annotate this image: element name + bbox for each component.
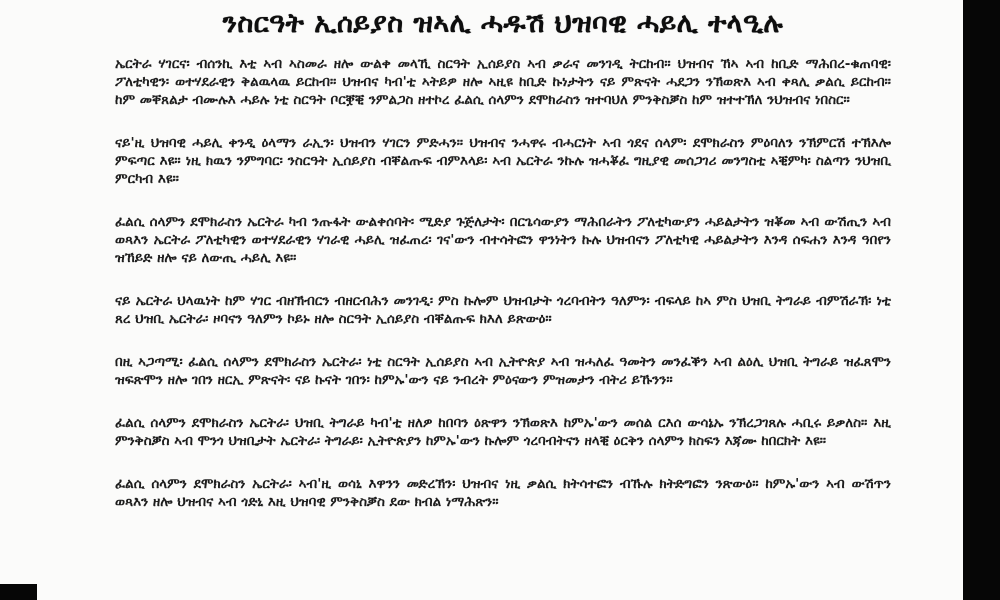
paragraph-2: ናይ'ዚ ህዝባዊ ሓይሊ ቀንዲ ዕላማን ራኢን፡ ህዝብን ሃገርን ምድሓን። ህዝብና ንሓዋሩ ብሓርነት ኣብ ጎደና ሰላም፡ ደሞክራስን ምዕባለን ንኽምርሽ ተኽእሎ ምፍጣር እዩ። ነዚ ክዉን ንምግባር፡ ንስርዓት ኢሰይያስ ብቐልጡፍ ብምእላይ፡ ኣብ ኤርትራ ንኩሉ ዝሓቖፈ ግዚያዊ መሰጋገሪ መንግስቲ ኣቒምካ፡ ስልጣን ንህዝቢ ምርካብ እዩ። (115, 135, 891, 187)
letterbox-bar-right (963, 0, 1000, 600)
document-body (115, 55, 891, 511)
paragraph-3: ፈልሲ ሰላምን ደሞክራስን ኤርትራ ካብ ንጡፋት ውልቀሰባት፡ ሚድያ ጉጅለታት፡ በርጌሳውያን ማሕበራትን ፖለቲካውያን ሓይልታትን ዝቖመ ኣብ ውሽጢን ኣብ ወጻእን ኤርትራ ፖለቲካዊን ወተሃደራዊን ሃገራዊ ሓይሊ ዝፈጠረ፡ ገና'ውን ብተሳትፎን ዋንነትን ኩሉ ህዝብናን ፖለቲካዊ ሓይልታትን እንዳ ሰፍሐን እንዳ ዓበየን ዝኸይድ ዘሎ ናይ ለውጢ ሓይሊ እዩ። (115, 214, 891, 266)
paragraph-7-clipped: ፈልሲ ሰላምን ደሞክራስን ኤርትራ፡ ኣብ'ዚ ወሳኒ እዋንን መድረኽን፡ ህዝብና ነዚ ቃልሲ ክትሳተፎን ብኹሉ ክትድግፎን ንጽውዕ። ከምኡ'ውን ኣብ ውሽጥን ወጻእን ዘሎ ህዝብና ኣብ ጎድኒ እዚ ህዝባዊ ምንቅስቓስ ደው ክብል ነማሕጽን። (115, 476, 891, 510)
paragraph-4: ናይ ኤርትራ ህላዉነት ከም ሃገር ብዘኽብርን ብዘርብሕን መንገዲ፡ ምስ ኩሎም ህዝብታት ጎረባብትን ዓለምን፡ ብፍላይ ከኣ ምስ ህዝቢ ትግራይ ብምሽራኽ፡ ነቲ ጸረ ህዝቢ ኤርትራ፡ ዞባናን ዓለምን ኮይኑ ዘሎ ስርዓት ኢሰይያስ ብቐልጡፍ ክእለ ይጽውዕ። (115, 293, 891, 327)
paragraph-6: ፈልሲ ሰላምን ደሞክራስን ኤርትራ፡ ህዝቢ ትግራይ ካብ'ቲ ዘለዎ ከበባን ዕጽዋን ንኽወጽእ ከምኡ'ውን መሰል ርእሰ ውሳኔኡ ንኽረጋገጸሉ ሓቢሩ ይቃለስ። እዚ ምንቅስቓስ ኣብ ሞንጎ ህዝቢታት ኤርትራ፡ ትግራይ፡ ኢትዮጵያን ከምኡ'ውን ኩሎም ጎረባብትናን ዘላቒ ዕርቅን ሰላምን ክስፍን እጃሙ ከበርክት እዩ። (115, 415, 891, 449)
paragraph-1: ኤርትራ ሃገርና፡ ብሰንኪ እቲ ኣብ ኣስመራ ዘሎ ውልቀ መላኺ ስርዓት ኢሰይያስ ኣብ ቃራና መንገዲ ትርከብ። ህዝብና ኸኣ ኣብ ከቢድ ማሕበረ-ቁጠባዊ፡ ፖለቲካዊን፡ ወተሃደራዊን ቅልዉላዉ ይርከብ። ህዝብና ካብ'ቲ ኣትይዎ ዘሎ ኣዚዩ ከቢድ ኩነታትን ናይ ምጽናት ሓደጋን ንኽወጽእ ኣብ ቀጻሊ ቃልሲ ይርከብ። ከም መቐጸልታ ብሙሉእ ሓይሉ ነቲ ስርዓት ቦርቛቒ ንምልጋስ ዘተኮረ ፈልሲ ሰላምን ደሞክራስን ዝተባህለ ምንቅስቓስ ከም ዝተተኽለ ንህዝብና ነበስር። (115, 56, 891, 108)
letterbox-corner-bottom-left (0, 584, 37, 600)
document-title: ንስርዓት ኢሰይያስ ዝኣሊ ሓዱሽ ህዝባዊ ሓይሊ ተላዒሉ (222, 8, 784, 39)
paragraph-5: በዚ ኣጋጣሚ፡ ፈልሲ ሰላምን ደሞክራስን ኤርትራ፡ ነቲ ስርዓት ኢሰይያስ ኣብ ኢትዮጵያ ኣብ ዝሓለፈ ዓመትን መንፈቕን ኣብ ልዕሊ ህዝቢ ትግራይ ዝፈጸሞን ዝፍጽሞን ዘሎ ገበን ዘርኢ ምጽናት፡ ናይ ኩናት ገበን፡ ከምኡ'ውን ናይ ንብረት ምዕናውን ምዝመታን ብትሪ ይኹንን። (115, 354, 891, 388)
document-content (115, 6, 891, 511)
